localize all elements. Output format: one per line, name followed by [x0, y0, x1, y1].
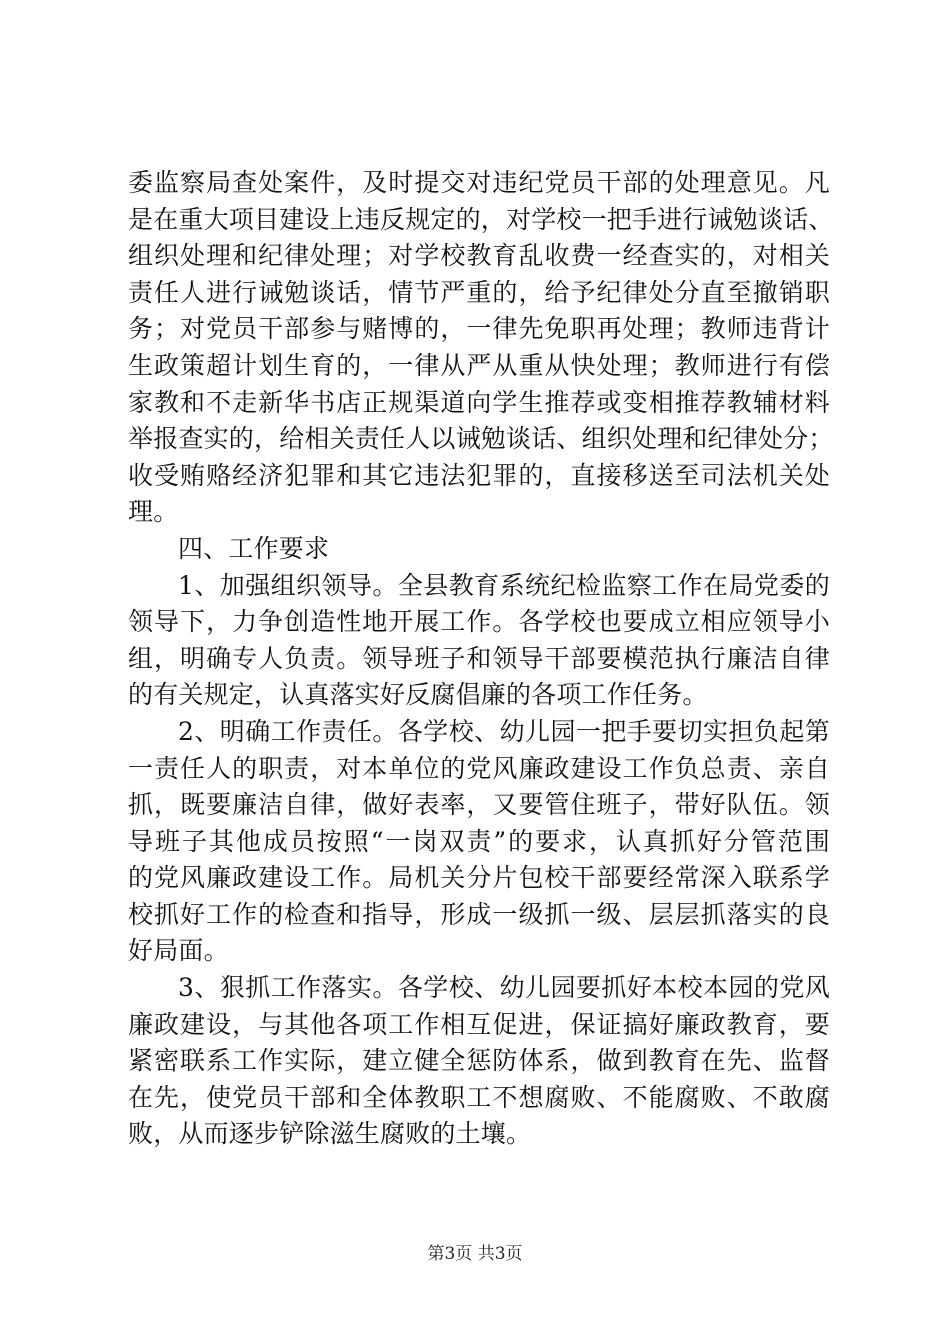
text-line: 在先，使党员干部和全体教职工不想腐败、不能腐败、不敢腐	[128, 1082, 830, 1112]
text-line: 生政策超计划生育的，一律从严从重从快处理；教师进行有偿	[128, 350, 830, 380]
text-line: 组，明确专人负责。领导班子和领导干部要模范执行廉洁自律	[128, 643, 830, 673]
text-line: 败，从而逐步铲除滋生腐败的土壤。	[128, 1119, 532, 1149]
text-line: 责任人进行诫勉谈话，情节严重的，给予纪律处分直至撤销职	[128, 277, 830, 307]
text-line: 紧密联系工作实际，建立健全惩防体系，做到教育在先、监督	[128, 1046, 830, 1076]
text-line: 的有关规定，认真落实好反腐倡廉的各项工作任务。	[128, 680, 708, 710]
text-line: 抓，既要廉洁自律，做好表率，又要管住班子，带好队伍。领	[128, 790, 830, 820]
text-line: 3、狠抓工作落实。各学校、幼儿园要抓好本校本园的党风	[178, 973, 830, 1003]
text-line: 委监察局查处案件，及时提交对违纪党员干部的处理意见。凡	[128, 168, 830, 197]
text-line: 举报查实的，给相关责任人以诫勉谈话、组织处理和纪律处分；	[128, 424, 834, 454]
text-line: 2、明确工作责任。各学校、幼儿园一把手要切实担负起第	[178, 716, 830, 746]
text-line: 收受贿赂经济犯罪和其它违法犯罪的，直接移送至司法机关处	[128, 460, 830, 490]
text-line: 校抓好工作的检查和指导，形成一级抓一级、层层抓落实的良	[128, 899, 830, 929]
text-line: 是在重大项目建设上违反规定的，对学校一把手进行诫勉谈话、	[128, 204, 834, 234]
text-line: 导班子其他成员按照“一岗双责”的要求，认真抓好分管范围	[128, 826, 830, 856]
text-line: 一责任人的职责，对本单位的党风廉政建设工作负总责、亲自	[128, 753, 830, 783]
text-line: 领导下，力争创造性地开展工作。各学校也要成立相应领导小	[128, 607, 830, 637]
text-line: 廉政建设，与其他各项工作相互促进，保证搞好廉政教育，要	[128, 1009, 830, 1039]
page-footer: 第3页 共3页	[427, 1244, 523, 1264]
text-line: 理。	[128, 497, 179, 527]
text-line: 1、加强组织领导。全县教育系统纪检监察工作在局党委的	[178, 570, 830, 600]
document-body	[128, 165, 834, 1153]
text-line: 家教和不走新华书店正规渠道向学生推荐或变相推荐教辅材料	[128, 387, 830, 417]
text-line: 的党风廉政建设工作。局机关分片包校干部要经常深入联系学	[128, 863, 830, 893]
text-line: 四、工作要求	[178, 533, 330, 563]
text-line: 务；对党员干部参与赌博的，一律先免职再处理；教师违背计	[128, 314, 830, 344]
text-line: 好局面。	[128, 936, 229, 966]
text-line: 组织处理和纪律处理；对学校教育乱收费一经查实的，对相关	[128, 241, 830, 271]
